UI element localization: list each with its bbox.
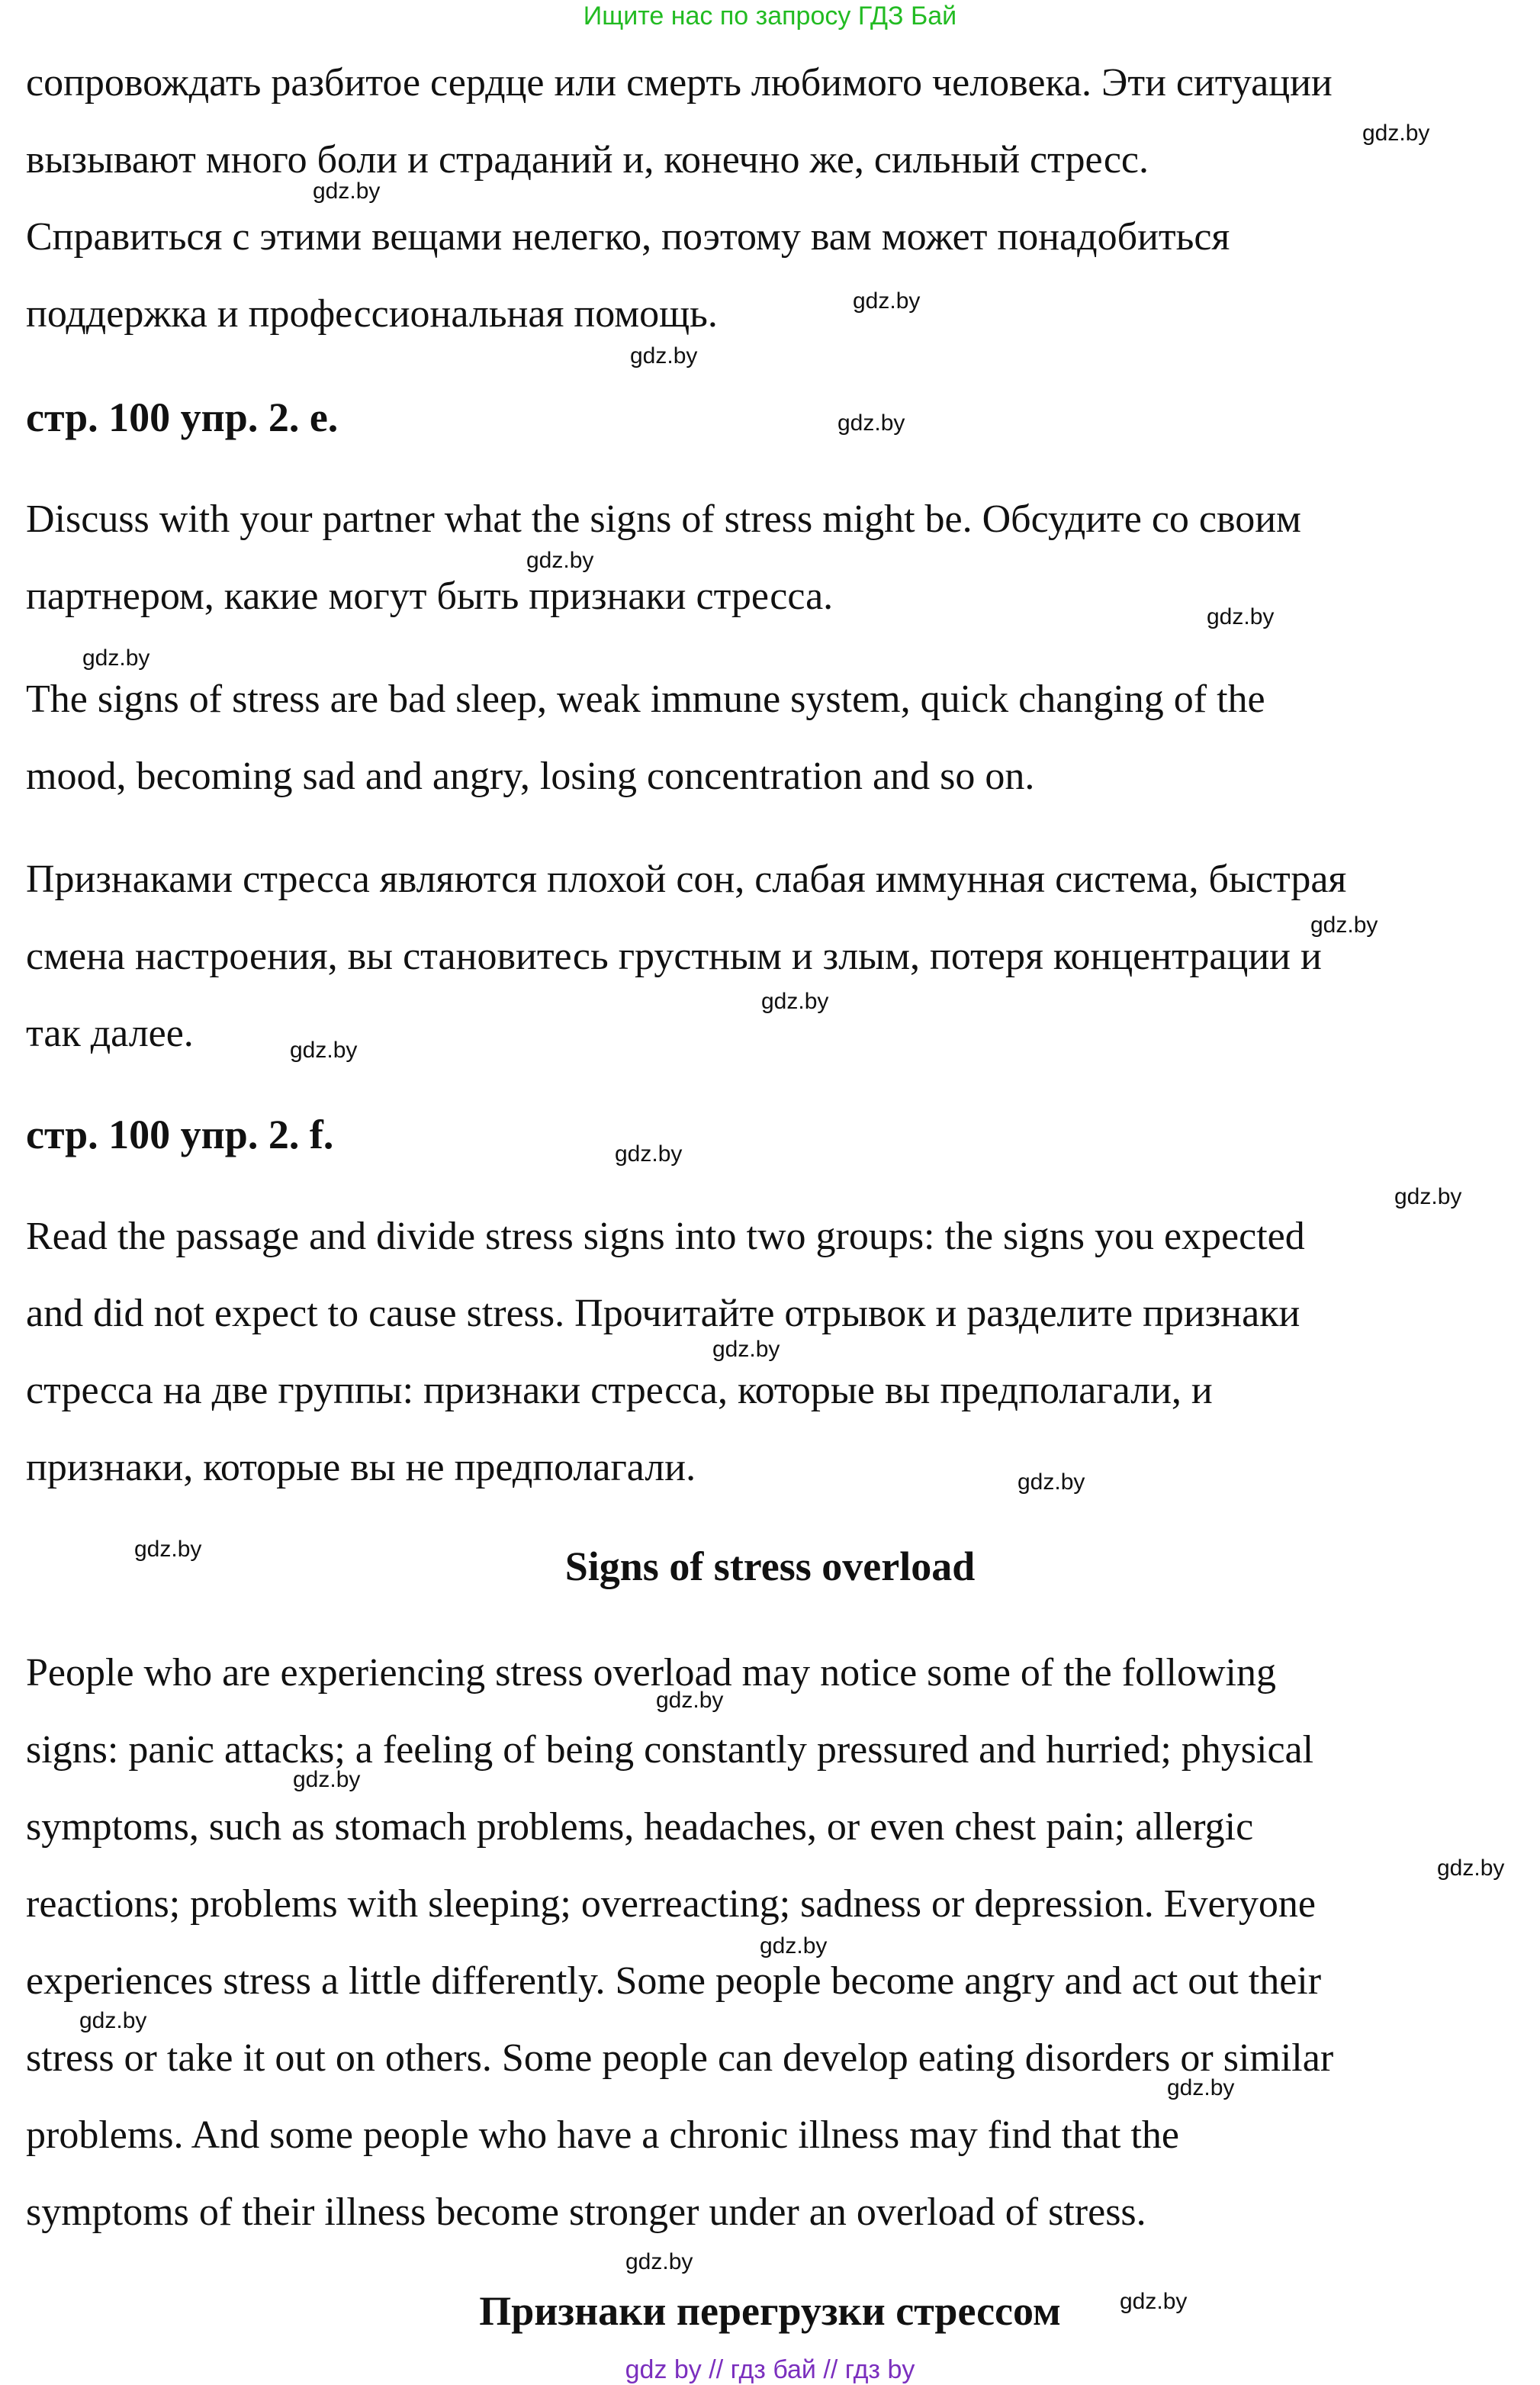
exercise-f-task: Read the passage and divide stress signs into two groups: the signs you expected and did not expect to cause stress. Прочитайте отрывок и разделите признаки стресса на две группы: признаки стресса, которые вы предполагали, и признаки, которые вы не предполагали. <box>26 1215 1305 1489</box>
watermark: gdz.by <box>656 1688 724 1713</box>
translation-title: Признаки перегрузки стрессом <box>479 2288 1061 2334</box>
watermark: gdz.by <box>712 1337 780 1362</box>
watermark: gdz.by <box>1167 2075 1235 2100</box>
footer-links: gdz by // гдз бай // гдз by <box>625 2355 915 2384</box>
exercise-f-heading: стр. 100 упр. 2. f. <box>26 1112 334 1157</box>
watermark: gdz.by <box>134 1537 202 1562</box>
exercise-e-heading: стр. 100 упр. 2. е. <box>26 394 339 440</box>
watermark: gdz.by <box>1437 1856 1505 1881</box>
passage-title: Signs of stress overload <box>564 1543 976 1589</box>
watermark: gdz.by <box>1362 121 1430 146</box>
exercise-e-answer-ru: Признаками стресса являются плохой сон, слабая иммунная система, быстрая смена настроения, вы становитесь грустным и злым, потеря концентрации и так далее. <box>26 858 1347 1055</box>
watermark: gdz.by <box>1120 2289 1188 2314</box>
watermark: gdz.by <box>760 1933 828 1959</box>
exercise-e-answer-en: The signs of stress are bad sleep, weak immune system, quick changing of the mood, becoming sad and angry, losing concentration and so on. <box>26 678 1265 798</box>
watermark: gdz.by <box>838 410 905 436</box>
watermark: gdz.by <box>290 1038 358 1063</box>
watermark: gdz.by <box>1018 1469 1085 1495</box>
watermark: gdz.by <box>853 288 921 314</box>
exercise-e-task: Discuss with your partner what the signs of stress might be. Обсудите со своим партнером, какие могут быть признаки стресса. <box>26 497 1301 618</box>
watermark: gdz.by <box>313 179 381 204</box>
watermark: gdz.by <box>82 645 150 671</box>
watermark: gdz.by <box>615 1141 683 1167</box>
watermark: gdz.by <box>526 548 594 573</box>
watermark: gdz.by <box>761 989 829 1014</box>
watermark: gdz.by <box>630 343 698 369</box>
watermark: gdz.by <box>293 1767 361 1792</box>
watermark: gdz.by <box>625 2249 693 2274</box>
passage-text: People who are experiencing stress overload may notice some of the following signs: panic attacks; a feeling of being constantly pressured and hurried; physical symptoms, such as stomach problems, headaches, or even chest pain; allergic reactions; problems with sleeping; overreacting; sadness or depression. Everyone experiences stress a little differently. Some people become angry and act out their stress or take it out on others. Some people can develop eating disorders or similar problems. And some people who have a chronic illness may find that the symptoms of their illness become stronger under an overload of stress. <box>26 1651 1334 2234</box>
watermark: gdz.by <box>79 2008 147 2033</box>
search-hint-banner: Ищите нас по запросу ГДЗ Бай <box>583 2 957 31</box>
watermark: gdz.by <box>1207 604 1275 629</box>
watermark: gdz.by <box>1394 1184 1462 1209</box>
intro-paragraph: сопровождать разбитое сердце или смерть любимого человека. Эти ситуации вызывают много боли и страданий и, конечно же, сильный стресс. Справиться с этими вещами нелегко, поэтому вам может понадобиться поддержка и профессиональная помощь. <box>26 61 1333 336</box>
watermark: gdz.by <box>1310 912 1378 938</box>
